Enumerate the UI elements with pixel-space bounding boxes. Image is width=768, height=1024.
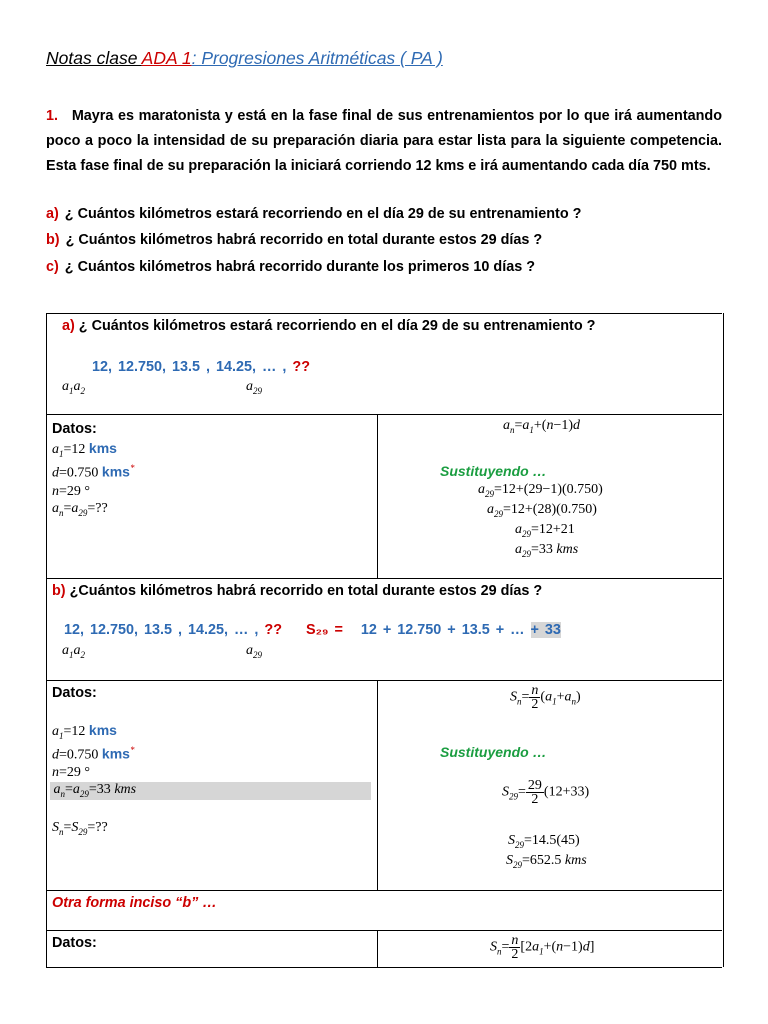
datum-an-highlighted: $a_n=a_{29}=33$ kms [50,782,371,800]
question-b-label: b) [46,232,60,248]
table-border [46,890,722,891]
datum-n: n=29 ° [52,765,90,780]
sum-expression: 12 + 12.750 + 13.5 + … [360,622,525,638]
term-label-a29: $a_{29}$ [246,379,262,396]
table-border [46,967,722,968]
sum-step-1: $S_{29}=$ $\frac{29}{2}$ (12+33) [502,778,590,807]
table-border [46,414,722,415]
alternate-sum-formula: $S_n=$ $\frac{n}{2}$ $[2a_1+(n-1)d]$ [490,933,595,962]
question-c-text: ¿ Cuántos kilómetros habrá recorrido durante los primeros 10 días ? [64,259,536,275]
general-term-formula: $a_n=a_1+(n-1)d$ [503,418,581,435]
sum-last-term: + 33 [530,622,561,638]
sequence-unknown: ?? [292,359,311,375]
step-4: $a_{29}=33$ kms [515,542,579,559]
step-1: $a_{29}=12+(29-1)(0.750)$ [478,482,603,499]
section-b-label: b) [52,583,66,599]
table-border [377,414,378,578]
units-label: kms [101,745,130,762]
section-b-heading [52,583,542,599]
alternate-method-title: Otra forma inciso “b” … [52,895,217,911]
units-label: kms [88,440,117,456]
datum-a1: $a_1=12$ kms [52,440,117,459]
section-a-question: ¿ Cuántos kilómetros estará recorriendo en el día 29 de su entrenamiento ? [78,318,596,334]
table-border [46,578,722,579]
section-a-heading [62,318,595,334]
units-label: kms [88,722,117,738]
datum-d: d=0.750 kms* [52,745,135,763]
datum-a1: $a_1=12$ kms [52,722,117,741]
question-c-label: c) [46,259,59,275]
table-border [46,930,722,931]
sum-step-2: $S_{29}=14.5(45)$ [508,833,580,850]
sequence-values: 12, 12.750, 13.5 , 14.25, … , [92,359,287,375]
table-border [46,680,722,681]
datos-label: Datos: [52,685,97,701]
question-a [46,206,581,222]
substituting-label: Sustituyendo … [440,744,547,760]
title-part-2: ADA 1 [141,48,192,68]
page-title [46,48,443,69]
problem-number: 1. [46,108,59,124]
section-a-sequence [92,359,310,375]
table-border [46,313,722,314]
question-c [46,259,535,275]
question-a-text: ¿ Cuántos kilómetros estará recorriendo en el día 29 de su entrenamiento ? [64,206,582,222]
solution-table [46,313,724,967]
sequence-unknown: ?? [264,622,283,638]
sequence-values: 12, 12.750, 13.5 , 14.25, … , [64,622,259,638]
title-part-3: : Progresiones Aritméticas ( PA ) [191,48,443,68]
term-labels-a1-a2: $a_1a_2$ [62,379,85,396]
sum-formula: $S_n=$ $\frac{n}{2}$ $(a_1+a_n)$ [510,683,581,712]
sum-step-3: $S_{29}=652.5$ kms [506,853,587,870]
question-b-text: ¿ Cuántos kilómetros habrá recorrido en total durante estos 29 días ? [65,232,543,248]
section-a-label: a) [62,318,75,334]
question-b [46,232,542,248]
table-border [377,680,378,890]
term-labels-a1-a2: $a_1a_2$ [62,643,85,660]
term-label-a29: $a_{29}$ [246,643,262,660]
units-label: kms [101,463,130,480]
question-a-label: a) [46,206,59,222]
problem-text: Mayra es maratonista y está en la fase final de sus entrenamientos por lo que irá aumentando poco a poco la intensidad de su preparación diaria para estar lista para la siguiente competencia. Esta fase final de su preparación la iniciará corriendo 12 kms e irá aumentando cada día 750 mts. [46,108,722,174]
title-part-1: Notas clase [46,48,142,68]
sum-label: S₂₉ = [306,622,343,638]
section-b-question: ¿Cuántos kilómetros habrá recorrido en total durante estos 29 días ? [69,583,543,599]
datum-d: d=0.750 kms* [52,463,135,481]
datum-n: n=29 ° [52,484,90,499]
step-2: $a_{29}=12+(28)(0.750)$ [487,502,597,519]
datos-label: Datos: [52,935,97,951]
step-3: $a_{29}=12+21$ [515,522,575,539]
datum-sn: $S_n=S_{29}=$?? [52,820,108,837]
section-b-sequence [64,622,561,638]
substituting-label: Sustituyendo … [440,463,547,479]
datos-label: Datos: [52,421,97,437]
problem-statement [46,104,722,179]
table-border [377,930,378,967]
datum-an: $a_n=a_{29}=$?? [52,501,108,518]
